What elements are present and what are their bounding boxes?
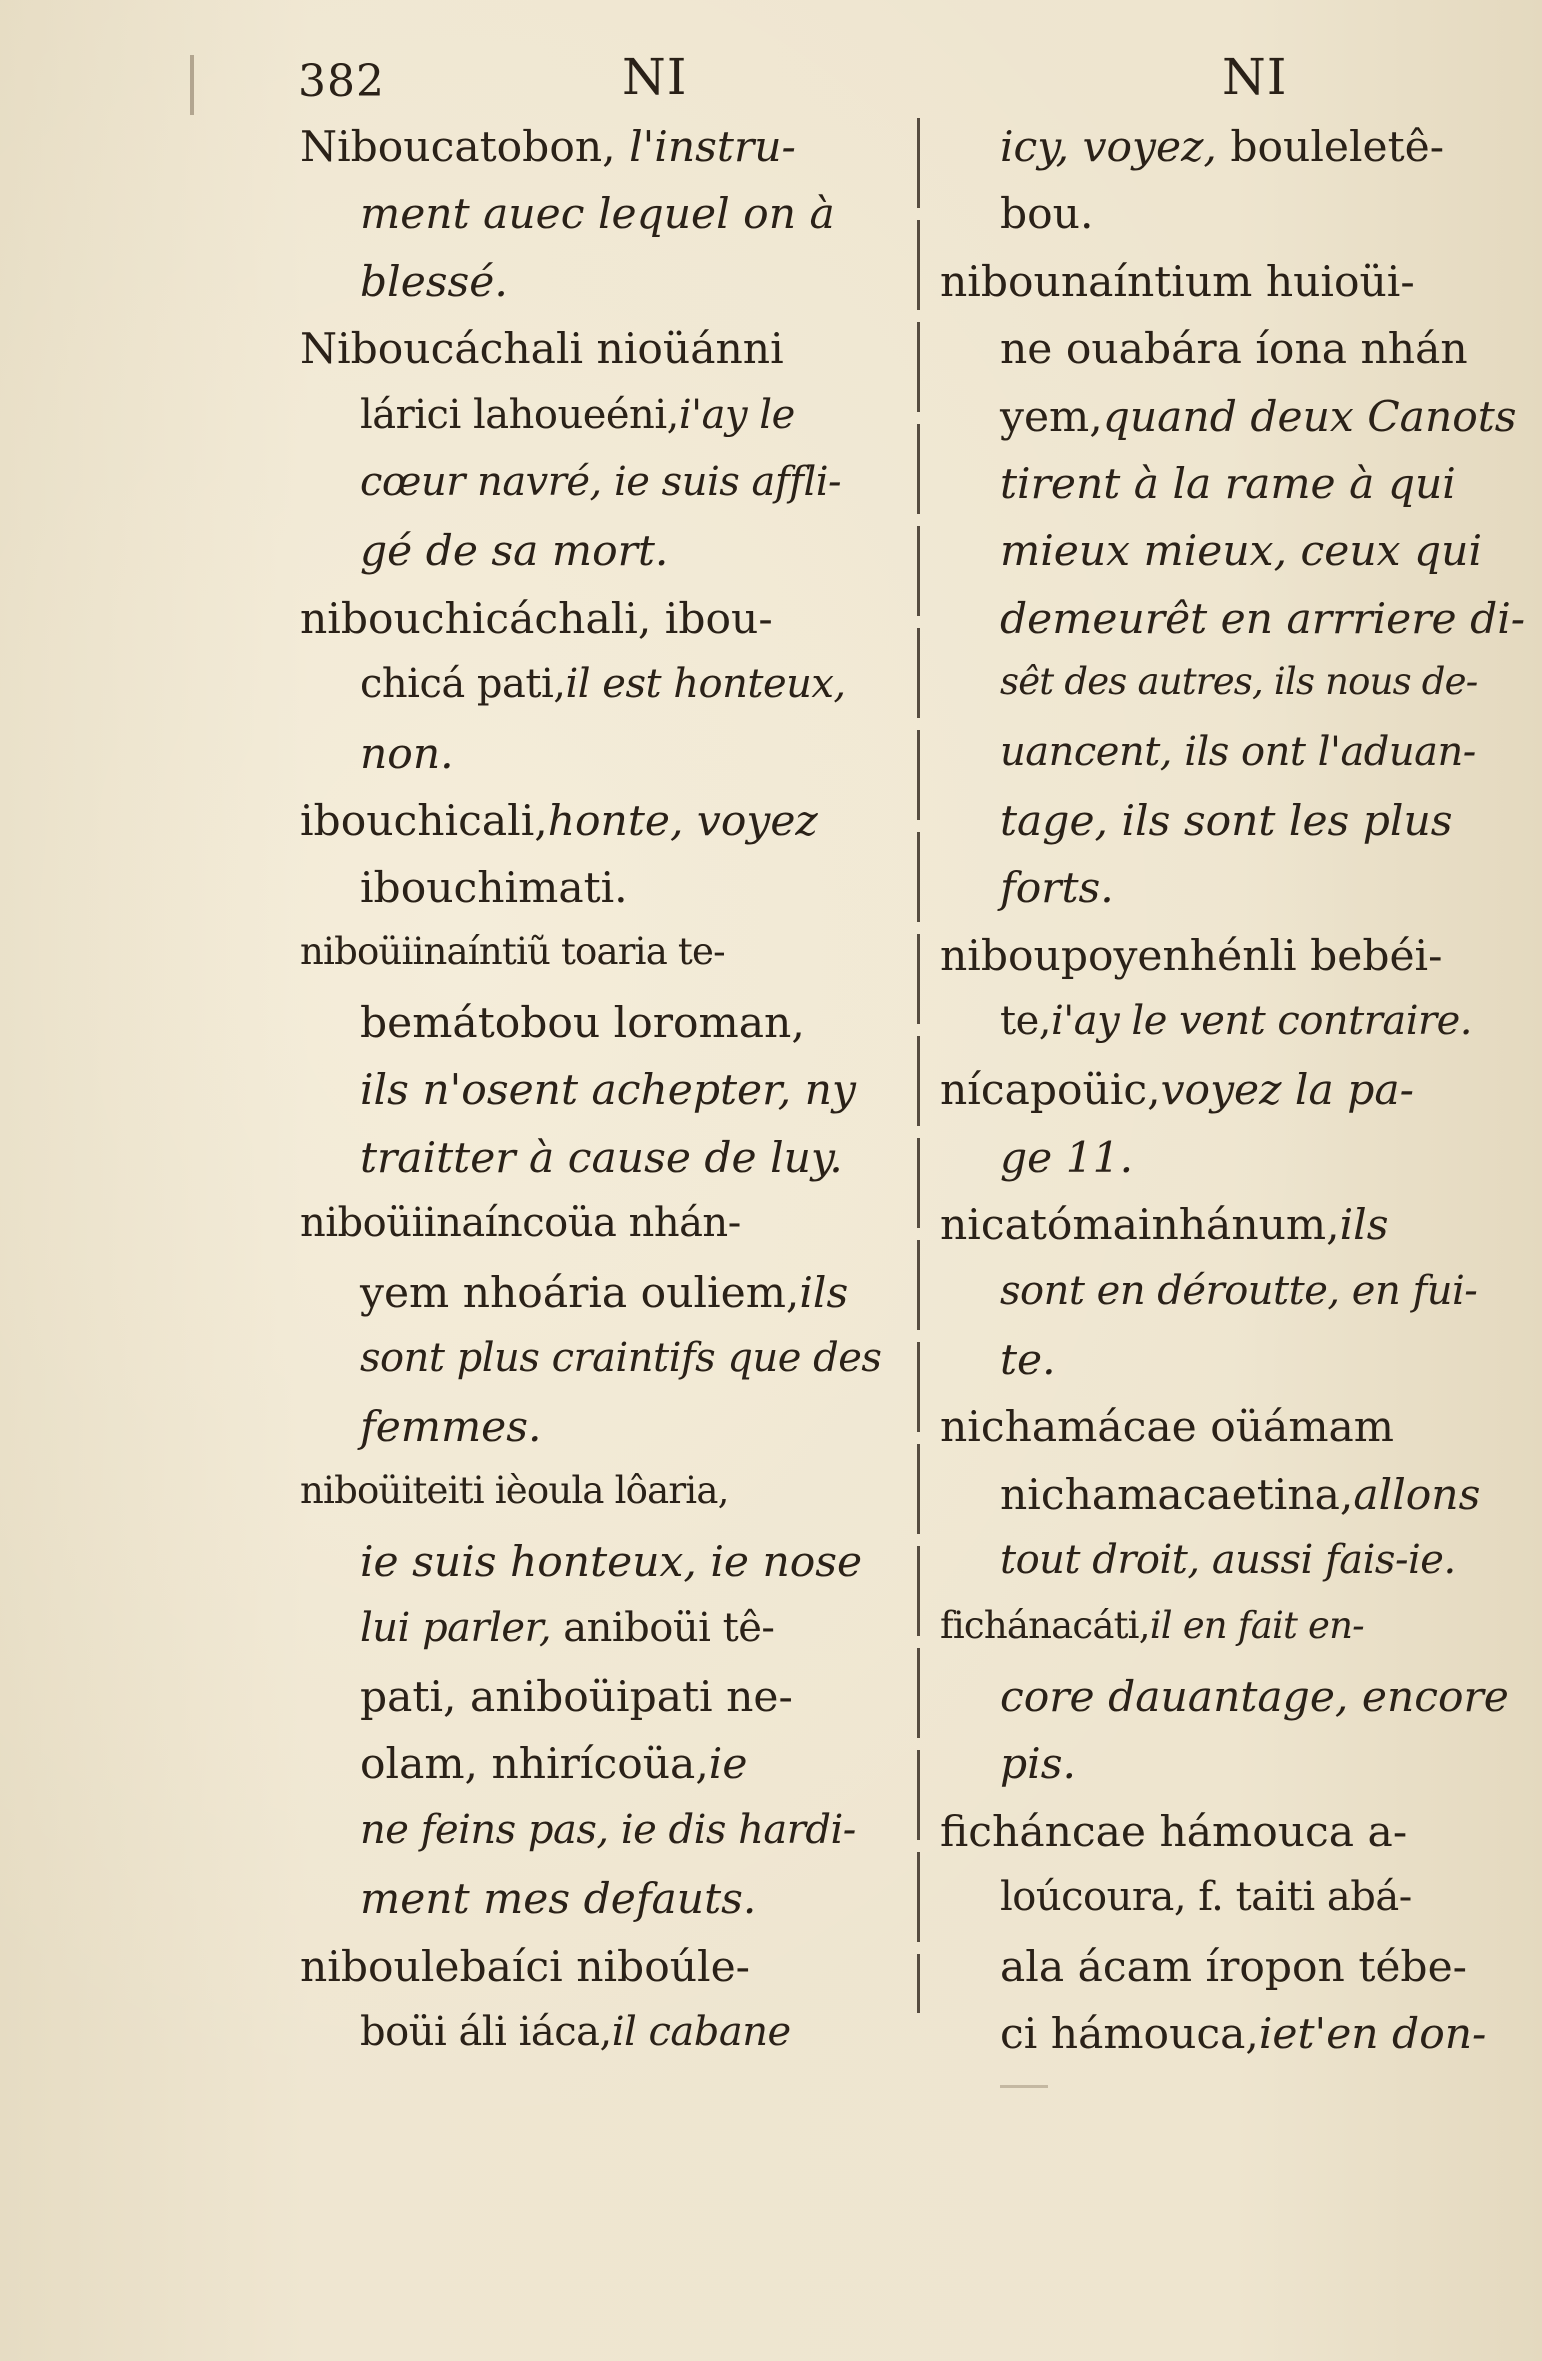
italic-gloss: tirent à la rame à qui xyxy=(1000,458,1456,508)
italic-gloss: il cabane xyxy=(611,2008,791,2055)
roman-text: niboüiinaíncoüa nhán- xyxy=(300,1200,741,1247)
roman-text: loúcoura, f. taiti abá- xyxy=(1000,1874,1412,1921)
text-line xyxy=(300,385,900,452)
italic-gloss: allons xyxy=(1353,1469,1481,1519)
italic-gloss: gé de sa mort. xyxy=(360,526,669,576)
text-line xyxy=(300,1732,900,1799)
roman-text: ne ouabára íona nhán xyxy=(1000,324,1468,374)
text-line xyxy=(300,1665,900,1732)
italic-gloss: uancent, ils ont l'aduan- xyxy=(1000,728,1476,775)
roman-text: fichánacáti, xyxy=(940,1603,1150,1647)
roman-text: Niboucatobon, xyxy=(300,122,630,171)
roman-text: yem nhoária ouliem, xyxy=(360,1267,800,1317)
roman-text: ala ácam íropon tébe- xyxy=(1000,1941,1467,1991)
roman-text: Niboucáchali nioüánni xyxy=(300,324,784,374)
text-line xyxy=(940,1935,1515,2002)
text-line xyxy=(940,452,1515,519)
text-line xyxy=(940,182,1515,249)
italic-gloss: ie xyxy=(708,1739,748,1789)
text-line xyxy=(940,519,1515,586)
roman-text: ibouchicali, xyxy=(300,795,548,845)
text-line xyxy=(300,1867,900,1934)
column-rule xyxy=(917,118,920,2013)
text-line xyxy=(940,1126,1515,1193)
text-line xyxy=(940,991,1515,1058)
italic-gloss: ils xyxy=(1339,1200,1389,1250)
text-line xyxy=(300,856,900,923)
italic-gloss: ge 11. xyxy=(1000,1132,1134,1182)
italic-gloss: blessé. xyxy=(360,256,508,306)
italic-gloss: il est honteux, xyxy=(565,661,846,708)
italic-gloss: voyez la pa- xyxy=(1160,1065,1414,1115)
roman-text: ci hámouca, xyxy=(1000,2008,1259,2058)
text-line xyxy=(940,654,1515,721)
roman-text: aniboüi tê- xyxy=(551,1604,775,1651)
italic-gloss: iet'en don- xyxy=(1258,2008,1487,2058)
italic-gloss: core dauantage, encore xyxy=(1000,1671,1509,1721)
italic-gloss: femmes. xyxy=(360,1402,542,1452)
text-line xyxy=(940,115,1515,182)
roman-text: niboupoyenhénli bebéi- xyxy=(940,930,1443,980)
italic-gloss: l'instru- xyxy=(629,122,796,171)
italic-gloss: i'ay le xyxy=(678,391,795,438)
ink-smudge xyxy=(1000,2085,1048,2088)
italic-gloss: non. xyxy=(360,728,454,778)
text-line xyxy=(940,1395,1515,1462)
text-line xyxy=(940,1665,1515,1732)
italic-gloss: icy, voyez, xyxy=(1000,122,1217,171)
italic-gloss: lui parler, xyxy=(360,1604,552,1651)
roman-text: olam, nhirícoüa, xyxy=(360,1739,709,1789)
italic-gloss: sont plus craintifs que des xyxy=(360,1335,882,1382)
text-line xyxy=(940,1732,1515,1799)
italic-gloss: ne feins pas, ie dis hardi- xyxy=(360,1806,856,1853)
roman-text: yem, xyxy=(1000,391,1103,441)
italic-gloss: ie suis honteux, ie nose xyxy=(360,1537,863,1587)
italic-gloss: sêt des autres, ils nous de- xyxy=(1000,660,1478,704)
text-line xyxy=(300,1800,900,1867)
running-head-left: NI xyxy=(622,48,688,106)
italic-gloss: cœur navré, ie suis affli- xyxy=(360,458,842,505)
italic-gloss: ils n'osent achepter, ny xyxy=(360,1065,856,1115)
text-line xyxy=(300,317,900,384)
italic-gloss: mieux mieux, ceux qui xyxy=(1000,526,1483,576)
roman-text: niboüiteiti ièoula lôaria, xyxy=(300,1468,729,1512)
right-column xyxy=(940,115,1526,2069)
text-line xyxy=(300,1530,900,1597)
italic-gloss: ils xyxy=(799,1267,849,1317)
text-line xyxy=(940,1058,1515,1125)
text-line xyxy=(940,1867,1515,1934)
text-line xyxy=(300,2002,900,2069)
roman-text: niboüiinaíntiũ toaria te- xyxy=(300,929,725,973)
roman-text: bou. xyxy=(1000,189,1094,239)
roman-text: boüi áli iáca, xyxy=(360,2008,612,2055)
text-line xyxy=(300,1463,900,1530)
text-line xyxy=(300,1058,900,1125)
text-line xyxy=(300,924,900,991)
italic-gloss: pis. xyxy=(1000,1739,1076,1789)
text-line xyxy=(940,722,1515,789)
roman-text: bouleletê- xyxy=(1216,122,1445,171)
text-line xyxy=(940,317,1515,384)
text-line xyxy=(300,1261,900,1328)
italic-gloss: tage, ils sont les plus xyxy=(1000,795,1453,845)
text-line xyxy=(300,654,900,721)
text-line xyxy=(940,789,1515,856)
roman-text: nícapoüic, xyxy=(940,1065,1161,1115)
text-line xyxy=(940,856,1515,923)
text-line xyxy=(940,587,1526,654)
italic-gloss: te. xyxy=(1000,1335,1056,1385)
text-line xyxy=(940,2002,1515,2069)
text-line xyxy=(940,1261,1515,1328)
page-number: 382 xyxy=(298,56,385,107)
left-column xyxy=(300,115,900,2069)
text-line xyxy=(300,1126,900,1193)
text-line xyxy=(940,1530,1515,1597)
italic-gloss: forts. xyxy=(1000,863,1114,913)
text-line xyxy=(940,1193,1515,1260)
text-line xyxy=(300,1193,900,1260)
text-line xyxy=(300,519,900,586)
roman-text: te, xyxy=(1000,998,1051,1045)
text-line xyxy=(940,1328,1515,1395)
roman-text: bemátobou loroman, xyxy=(360,998,805,1048)
text-line xyxy=(300,115,900,182)
text-line xyxy=(940,1463,1515,1530)
italic-gloss: ment mes defauts. xyxy=(360,1874,757,1924)
text-line xyxy=(300,1328,900,1395)
roman-text: chicá pati, xyxy=(360,661,566,708)
italic-gloss: demeurêt en arrriere di- xyxy=(1000,593,1526,643)
text-line xyxy=(300,1935,900,2002)
italic-gloss: honte, voyez xyxy=(547,795,818,845)
text-line xyxy=(940,1800,1515,1867)
italic-gloss: tout droit, aussi fais-ie. xyxy=(1000,1537,1456,1584)
roman-text: nicatómainhánum, xyxy=(940,1200,1340,1250)
italic-gloss: ment auec lequel on à xyxy=(360,189,835,239)
roman-text: nichamácae oüámam xyxy=(940,1402,1394,1452)
text-line xyxy=(300,1395,900,1462)
text-line xyxy=(300,1598,900,1665)
text-line xyxy=(940,250,1515,317)
roman-text: nichamacaetina, xyxy=(1000,1469,1354,1519)
text-line xyxy=(300,250,900,317)
italic-gloss: il en fait en- xyxy=(1149,1603,1364,1647)
running-head-right: NI xyxy=(1222,48,1288,106)
italic-gloss: sont en déroutte, en fui- xyxy=(1000,1267,1478,1314)
text-line xyxy=(940,385,1515,452)
roman-text: nibouchicáchali, ibou- xyxy=(300,593,773,643)
text-line xyxy=(300,182,900,249)
text-line xyxy=(940,924,1515,991)
text-line xyxy=(300,722,900,789)
italic-gloss: i'ay le vent contraire. xyxy=(1050,998,1473,1045)
gutter-mark xyxy=(190,55,194,115)
text-line xyxy=(300,452,900,519)
text-line xyxy=(300,991,900,1058)
italic-gloss: traitter à cause de luy. xyxy=(360,1132,843,1182)
roman-text: ibouchimati. xyxy=(360,863,628,913)
text-line xyxy=(940,1598,1515,1665)
text-line xyxy=(300,587,900,654)
text-line xyxy=(300,789,900,856)
roman-text: nibounaíntium huioüi- xyxy=(940,256,1415,306)
roman-text: lárici lahoueéni, xyxy=(360,391,679,438)
roman-text: pati, aniboüipati ne- xyxy=(360,1671,793,1721)
italic-gloss: quand deux Canots xyxy=(1102,391,1517,441)
roman-text: niboulebaíci niboúle- xyxy=(300,1941,750,1991)
roman-text: ficháncae hámouca a- xyxy=(940,1806,1408,1856)
